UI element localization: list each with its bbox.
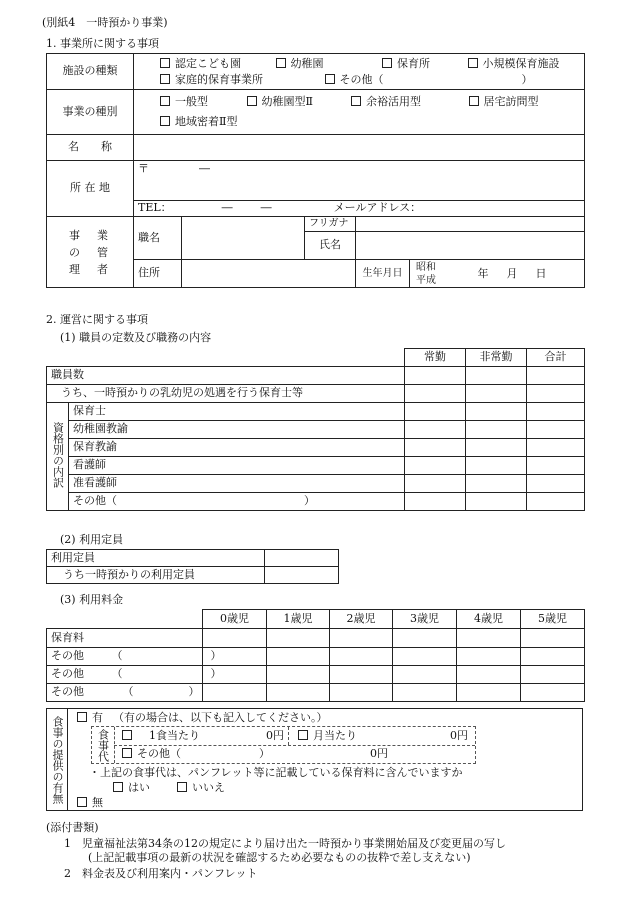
staff-header-parttime: 非常勤 bbox=[466, 349, 527, 367]
fee-row-label: その他 （ ） bbox=[47, 666, 203, 684]
checkbox-icon[interactable] bbox=[382, 58, 392, 68]
staff-row-label: その他（ ） bbox=[69, 493, 405, 511]
fee-cell[interactable] bbox=[521, 684, 585, 702]
capacity-table bbox=[46, 549, 339, 584]
business-option-kyotaku[interactable]: 居宅訪問型 bbox=[469, 92, 539, 112]
attach-2-num: 2 bbox=[64, 867, 71, 880]
fee-cell[interactable] bbox=[393, 666, 457, 684]
attach-1-text: 児童福祉法第34条の12の規定により届け出た一時預かり事業開始届及び変更届の写し bbox=[82, 837, 506, 850]
checkbox-icon[interactable] bbox=[468, 58, 478, 68]
staff-cell[interactable] bbox=[405, 385, 466, 403]
staff-header-total: 合計 bbox=[527, 349, 585, 367]
checkbox-icon[interactable] bbox=[77, 712, 87, 722]
staff-cell[interactable] bbox=[527, 385, 585, 403]
section-2-2-title: (2) 利用定員 bbox=[60, 533, 124, 546]
era-showa[interactable]: 昭和 bbox=[416, 261, 436, 273]
meal-no-option[interactable]: 無 bbox=[77, 797, 103, 810]
meal-box bbox=[46, 708, 583, 811]
business-option-yoyu[interactable]: 余裕活用型 bbox=[351, 92, 465, 112]
checkbox-icon[interactable] bbox=[469, 96, 479, 106]
fee-cell[interactable] bbox=[393, 648, 457, 666]
email-label: メールアドレス： bbox=[333, 201, 422, 215]
job-label: 職名 bbox=[134, 217, 182, 260]
checkbox-icon[interactable] bbox=[298, 730, 308, 740]
type-option-hoikusho[interactable]: 保育所 bbox=[382, 56, 464, 72]
fee-header: 0歳児 bbox=[203, 610, 267, 629]
staff-total-label: 職員数 bbox=[47, 367, 405, 385]
checkbox-icon[interactable] bbox=[160, 96, 170, 106]
staff-cell[interactable] bbox=[405, 367, 466, 385]
meal-fee-box bbox=[91, 726, 476, 764]
meal-label: 食事の提供の有無 bbox=[47, 709, 68, 810]
staff-cell[interactable] bbox=[466, 385, 527, 403]
fee-cell[interactable] bbox=[330, 648, 393, 666]
fee-header: 5歳児 bbox=[521, 610, 585, 629]
fee-row-label: 保育料 bbox=[47, 629, 203, 648]
staff-cell[interactable] bbox=[466, 475, 527, 493]
staff-cell[interactable] bbox=[527, 403, 585, 421]
fee-cell[interactable] bbox=[457, 629, 521, 648]
business-option-ippan[interactable]: 一般型 bbox=[160, 92, 243, 112]
fee-cell[interactable] bbox=[457, 684, 521, 702]
staff-group-label: 資格別の内訳 bbox=[47, 403, 69, 511]
type-option-kodomoen[interactable]: 認定こども園 bbox=[160, 56, 272, 72]
meal-question: ・上記の食事代は、パンフレット等に記載している保育料に含んでいますか bbox=[89, 766, 463, 779]
attach-title: (添付書類) bbox=[46, 821, 99, 834]
manager-label: 事 業 の 管 理 者 bbox=[47, 217, 134, 288]
fee-cell[interactable] bbox=[267, 629, 330, 648]
birth-label: 生年月日 bbox=[356, 260, 410, 288]
era-heisei[interactable]: 平成 bbox=[416, 274, 436, 286]
fee-header: 4歳児 bbox=[457, 610, 521, 629]
fee-cell[interactable] bbox=[267, 648, 330, 666]
staff-cell[interactable] bbox=[405, 439, 466, 457]
fee-cell[interactable] bbox=[393, 684, 457, 702]
facility-type-label: 施設の種類 bbox=[47, 54, 134, 90]
staff-table bbox=[46, 348, 585, 511]
meal-per-month-yen[interactable]: 0円 bbox=[450, 729, 468, 742]
residence-label: 住所 bbox=[134, 260, 182, 288]
tel-label: TEL： bbox=[138, 201, 172, 215]
staff-cell[interactable] bbox=[405, 493, 466, 511]
checkbox-icon[interactable] bbox=[122, 730, 132, 740]
name2-label: 氏名 bbox=[305, 232, 356, 260]
fee-header: 1歳児 bbox=[267, 610, 330, 629]
attach-1-note: (上記記載事項の最新の状況を確認するため必要なものの抜粋で差し支えない) bbox=[88, 851, 471, 864]
job-field[interactable] bbox=[182, 217, 305, 260]
attach-2-text: 料金表及び利用案内・パンフレット bbox=[82, 867, 258, 880]
fee-cell[interactable] bbox=[267, 666, 330, 684]
checkbox-icon[interactable] bbox=[160, 116, 170, 126]
staff-cell[interactable] bbox=[527, 421, 585, 439]
checkbox-icon[interactable] bbox=[113, 782, 123, 792]
checkbox-icon[interactable] bbox=[177, 782, 187, 792]
staff-cell[interactable] bbox=[466, 439, 527, 457]
checkbox-icon[interactable] bbox=[122, 748, 132, 758]
fee-cell[interactable] bbox=[330, 666, 393, 684]
capacity-cell[interactable] bbox=[265, 567, 339, 584]
section-1-title: 1. 事業所に関する事項 bbox=[46, 37, 159, 50]
meal-other-yen[interactable]: 0円 bbox=[370, 747, 388, 760]
capacity-sub-label: うち一時預かりの利用定員 bbox=[47, 567, 265, 584]
furigana-label: フリガナ bbox=[305, 217, 356, 232]
meal-answer-yes[interactable]: はい bbox=[113, 782, 150, 795]
staff-cell[interactable] bbox=[466, 403, 527, 421]
type-option-youchien[interactable]: 幼稚園 bbox=[276, 56, 379, 72]
staff-cell[interactable] bbox=[405, 475, 466, 493]
meal-per-month-option[interactable]: 月当たり bbox=[298, 730, 357, 743]
checkbox-icon[interactable] bbox=[160, 58, 170, 68]
staff-cell[interactable] bbox=[405, 403, 466, 421]
fee-row-label: その他 （ ） bbox=[47, 684, 203, 702]
checkbox-icon[interactable] bbox=[325, 74, 335, 84]
postal-mark: 〒 bbox=[138, 162, 149, 175]
fee-header: 3歳児 bbox=[393, 610, 457, 629]
manager-name-field[interactable] bbox=[356, 232, 585, 260]
meal-per-meal-option[interactable]: 1食当たり bbox=[122, 730, 200, 743]
staff-cell[interactable] bbox=[527, 439, 585, 457]
birth-field[interactable]: 昭和 平成 年 月 日 bbox=[410, 260, 585, 288]
fee-cell[interactable] bbox=[457, 648, 521, 666]
facility-table bbox=[46, 53, 585, 288]
fee-cell[interactable] bbox=[203, 684, 267, 702]
staff-cell[interactable] bbox=[405, 421, 466, 439]
meal-answer-no[interactable]: いいえ bbox=[177, 782, 225, 795]
contact-row[interactable]: TEL： ― ― メールアドレス： bbox=[134, 201, 585, 217]
type-option-katei[interactable]: 家庭的保育事業所 bbox=[160, 72, 321, 88]
furigana-field[interactable] bbox=[356, 217, 585, 232]
postal-dash: ― bbox=[199, 162, 210, 175]
staff-cell[interactable] bbox=[466, 367, 527, 385]
business-option-youchien2[interactable]: 幼稚園型Ⅱ bbox=[247, 92, 348, 112]
section-2-1-title: (1) 職員の定数及び職務の内容 bbox=[60, 331, 212, 344]
staff-cell[interactable] bbox=[405, 457, 466, 475]
staff-row-label: 幼稚園教諭 bbox=[69, 421, 405, 439]
meal-per-meal-yen[interactable]: 0円 bbox=[266, 729, 284, 742]
staff-row-label: 准看護師 bbox=[69, 475, 405, 493]
fee-cell[interactable] bbox=[330, 684, 393, 702]
staff-cell[interactable] bbox=[466, 421, 527, 439]
meal-other-option[interactable]: その他（ ） bbox=[122, 748, 270, 761]
fee-cell[interactable] bbox=[457, 666, 521, 684]
meal-fee-label: 食事代 bbox=[92, 727, 115, 763]
staff-sub-label: うち、一時預かりの乳幼児の処遇を行う保育士等 bbox=[47, 385, 405, 403]
checkbox-icon[interactable] bbox=[77, 797, 87, 807]
fee-cell[interactable] bbox=[521, 666, 585, 684]
attach-1-num: 1 bbox=[64, 837, 71, 850]
business-option-chiiki[interactable]: 地域密着Ⅱ型 bbox=[160, 112, 237, 132]
staff-cell[interactable] bbox=[527, 367, 585, 385]
capacity-cell[interactable] bbox=[265, 550, 339, 567]
fee-table bbox=[46, 609, 585, 702]
fee-header: 2歳児 bbox=[330, 610, 393, 629]
doc-header: (別紙4 一時預かり事業) bbox=[42, 16, 168, 29]
staff-header-fulltime: 常勤 bbox=[405, 349, 466, 367]
fee-cell[interactable] bbox=[521, 629, 585, 648]
name-field[interactable] bbox=[134, 135, 585, 161]
fee-cell[interactable] bbox=[267, 684, 330, 702]
capacity-label: 利用定員 bbox=[47, 550, 265, 567]
address-label: 所 在 地 bbox=[47, 161, 134, 217]
staff-row-label: 看護師 bbox=[69, 457, 405, 475]
staff-row-label: 保育教諭 bbox=[69, 439, 405, 457]
staff-cell[interactable] bbox=[466, 493, 527, 511]
fee-cell[interactable] bbox=[203, 629, 267, 648]
checkbox-icon[interactable] bbox=[160, 74, 170, 84]
staff-cell[interactable] bbox=[527, 457, 585, 475]
section-2-3-title: (3) 利用料金 bbox=[60, 593, 124, 606]
checkbox-icon[interactable] bbox=[351, 96, 361, 106]
section-2-title: 2. 運営に関する事項 bbox=[46, 313, 148, 326]
fee-row-label: その他 （ ） bbox=[47, 648, 203, 666]
meal-yes-option[interactable]: 有 （有の場合は、以下も記入してください。） bbox=[77, 712, 328, 725]
staff-cell[interactable] bbox=[466, 457, 527, 475]
fee-cell[interactable] bbox=[330, 629, 393, 648]
checkbox-icon[interactable] bbox=[247, 96, 257, 106]
staff-cell[interactable] bbox=[527, 493, 585, 511]
name-label: 名 称 bbox=[47, 135, 134, 161]
residence-field[interactable] bbox=[182, 260, 356, 288]
business-type-label: 事業の種別 bbox=[47, 90, 134, 135]
staff-cell[interactable] bbox=[527, 475, 585, 493]
fee-cell[interactable] bbox=[393, 629, 457, 648]
address-field[interactable] bbox=[134, 161, 585, 201]
type-option-small[interactable]: 小規模保育施設 bbox=[468, 56, 560, 72]
staff-row-label: 保育士 bbox=[69, 403, 405, 421]
type-option-other[interactable]: その他（ ） bbox=[325, 72, 533, 88]
fee-cell[interactable] bbox=[521, 648, 585, 666]
checkbox-icon[interactable] bbox=[276, 58, 286, 68]
